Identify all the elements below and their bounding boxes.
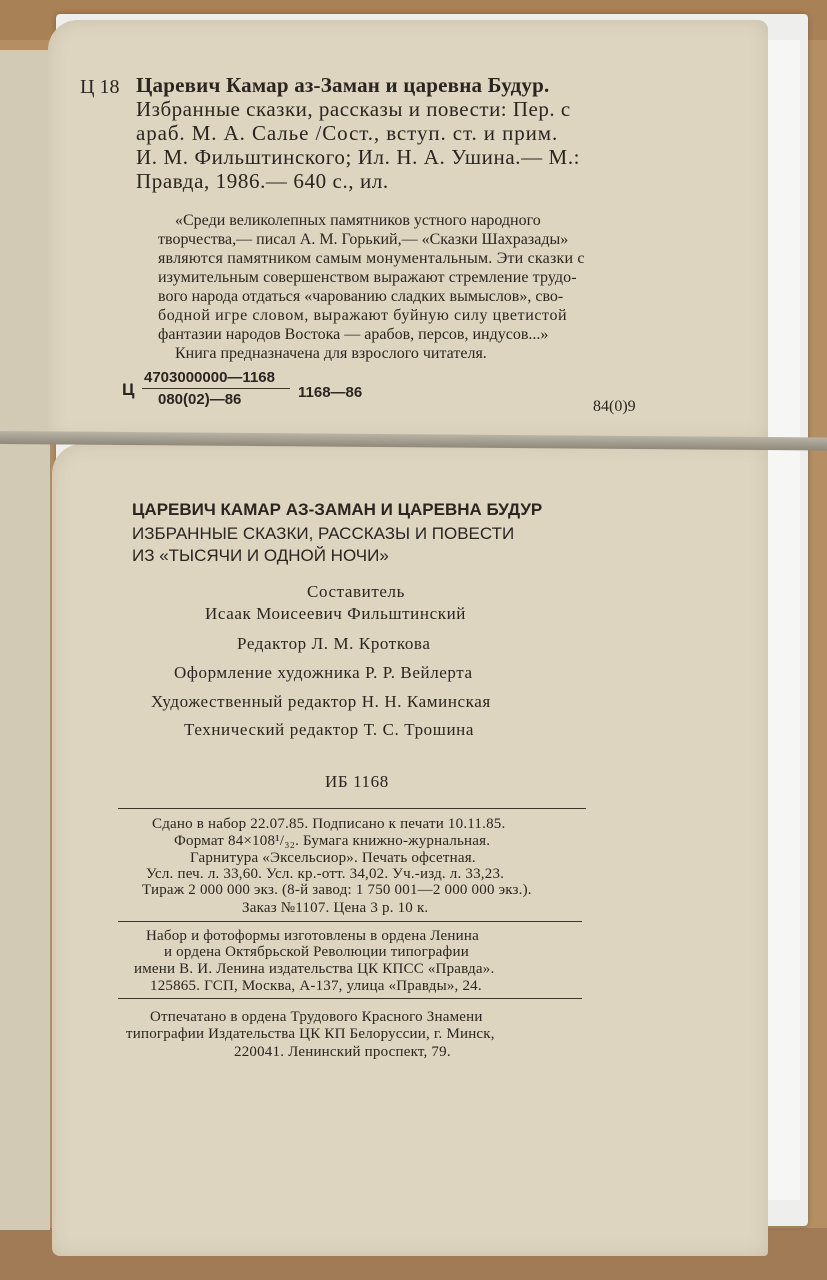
annotation-line: «Среди великолепных памятников устного народного [175, 212, 541, 229]
divider [118, 921, 582, 922]
typesetting-line: имени В. И. Ленина издательства ЦК КПСС «Правда». [134, 961, 495, 977]
typesetting-line: Набор и фотоформы изготовлены в ордена Ленина [146, 928, 479, 944]
credit-line: Редактор Л. М. Кроткова [237, 634, 431, 653]
divider [118, 808, 586, 809]
annotation-line: бодной игре словом, выражают буйную силу цветистой [158, 307, 568, 324]
typesetting-line: 125865. ГСП, Москва, А-137, улица «Правды», 24. [150, 978, 482, 994]
credit-line: Исаак Моисеевич Фильштинский [205, 604, 466, 623]
print-detail: Гарнитура «Эксельсиор». Печать офсетная. [190, 850, 476, 866]
print-detail: Сдано в набор 22.07.85. Подписано к печати 10.11.85. [152, 816, 506, 832]
colophon-subtitle: ИЗБРАННЫЕ СКАЗКИ, РАССКАЗЫ И ПОВЕСТИ [132, 524, 515, 543]
catalog-line: Правда, 1986.— 640 с., ил. [136, 169, 389, 193]
ib-number: ИБ 1168 [325, 772, 389, 791]
colophon-title: ЦАРЕВИЧ КАМАР АЗ-ЗАМАН И ЦАРЕВНА БУДУР [132, 500, 543, 519]
printing-line: 220041. Ленинский проспект, 79. [234, 1044, 451, 1060]
typesetting-line: и ордена Октябрьской Революции типографии [164, 944, 469, 960]
catalog-line: Избранные сказки, рассказы и повести: Пер. с [136, 97, 571, 121]
isbn-numerator: 4703000000—1168 [144, 369, 275, 386]
divider [118, 998, 582, 999]
catalog-code: Ц 18 [80, 76, 120, 98]
catalog-line: И. М. Фильштинского; Ил. Н. А. Ушина.— М.: [136, 145, 581, 169]
print-detail: Усл. печ. л. 33,60. Усл. кр.-отт. 34,02. Уч.-изд. л. 33,23. [146, 866, 505, 882]
isbn-prefix: Ц [122, 380, 135, 399]
printing-line: Отпечатано в ордена Трудового Красного Знамени [150, 1009, 483, 1025]
print-detail: Заказ №1107. Цена 3 р. 10 к. [242, 900, 429, 916]
isbn-fraction-bar [142, 388, 290, 389]
annotation-line: фантазии народов Востока — арабов, персов, индусов...» [158, 326, 549, 343]
print-detail: Тираж 2 000 000 экз. (8-й завод: 1 750 001—2 000 000 экз.). [142, 882, 532, 898]
left-page-edge [0, 50, 50, 1230]
annotation-line: Книга предназначена для взрослого читателя. [175, 345, 487, 362]
credit-line: Оформление художника Р. Р. Вейлерта [174, 663, 473, 682]
annotation-line: творчества,— писал А. М. Горький,— «Сказки Шахразады» [158, 231, 569, 248]
classification-code: 84(0)9 [593, 398, 636, 415]
credit-line: Художественный редактор Н. Н. Каминская [151, 692, 491, 711]
isbn-suffix: 1168—86 [298, 384, 363, 401]
credit-line: Составитель [307, 582, 405, 601]
print-detail: Формат 84×108¹/₃₂. Бумага книжно-журнальная. [174, 833, 491, 849]
printing-line: типографии Издательства ЦК КП Белоруссии, г. Минск, [126, 1026, 495, 1042]
annotation-line: изумительным совершенством выражают стремление трудо- [158, 269, 577, 286]
annotation-line: являются памятником самым монументальным. Эти сказки с [158, 250, 585, 267]
credit-line: Технический редактор Т. С. Трошина [184, 720, 475, 739]
catalog-line: араб. М. А. Салье /Сост., вступ. ст. и прим. [136, 121, 559, 145]
catalog-title: Царевич Камар аз-Заман и царевна Будур. [136, 73, 550, 97]
colophon-subtitle: ИЗ «ТЫСЯЧИ И ОДНОЙ НОЧИ» [132, 546, 389, 565]
isbn-denominator: 080(02)—86 [158, 391, 242, 408]
annotation-line: вого народа отдаться «чарованию сладких вымыслов», сво- [158, 288, 564, 305]
